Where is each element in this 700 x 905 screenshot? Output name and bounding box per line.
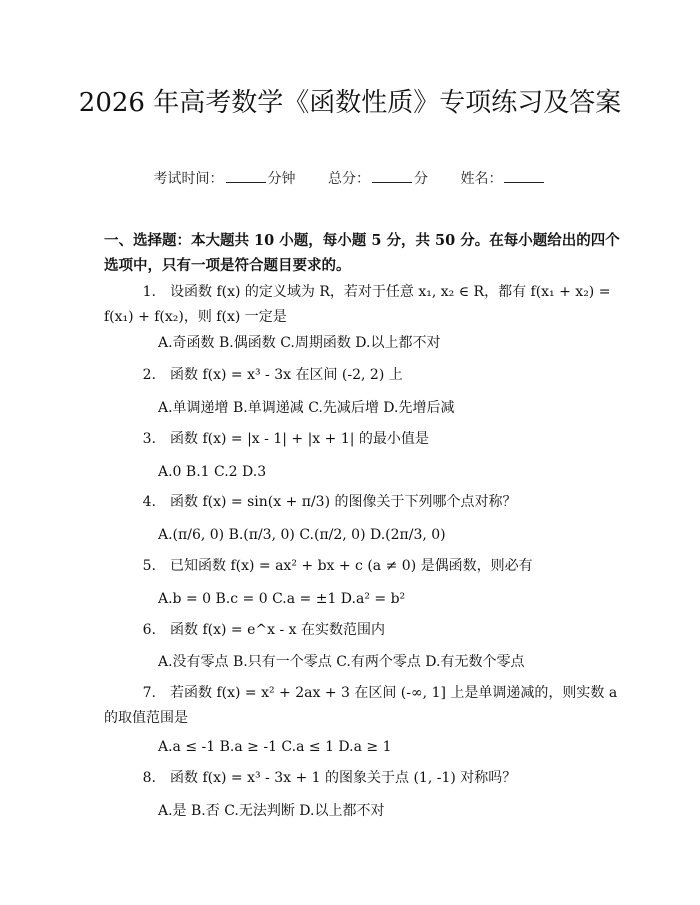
student-name (460, 168, 546, 188)
question-4-options: A.(π/6, 0) B.(π/3, 0) C.(π/2, 0) D.(2π/3, 0) (158, 527, 446, 543)
question-stem: 函数 f(x) = e^x - x 在实数范围内 (170, 622, 385, 638)
question-6 (104, 618, 624, 643)
exam-time-unit: 分钟 (267, 171, 296, 187)
question-2-options: A.单调递增 B.单调递减 C.先减后增 D.先增后减 (158, 400, 455, 416)
question-stem: 若函数 f(x) = x² + 2ax + 3 在区间 (-∞, 1] 上是单调递减的，则实数 a 的取值范围是 (104, 685, 618, 726)
question-number: 3. (142, 431, 156, 447)
section-heading: 一、选择题：本大题共 10 小题，每小题 5 分，共 50 分。在每小题给出的四个选项中，只有一项是符合题目要求的。 (104, 232, 620, 274)
total-score-label: 总分： (328, 171, 370, 187)
total-score-unit: 分 (414, 171, 428, 187)
question-stem: 函数 f(x) = x³ - 3x + 1 的图象关于点 (1, -1) 对称吗？ (170, 770, 517, 786)
question-8 (104, 766, 624, 791)
question-number: 4. (142, 494, 156, 510)
question-number: 1. (142, 284, 156, 300)
question-1-options: A.奇函数 B.偶函数 C.周期函数 D.以上都不对 (158, 335, 441, 351)
question-6-options: A.没有零点 B.只有一个零点 C.有两个零点 D.有无数个零点 (158, 654, 525, 670)
total-score (328, 168, 428, 188)
question-2 (104, 363, 624, 388)
question-stem: 函数 f(x) = sin(x + π/3) 的图像关于下列哪个点对称？ (170, 494, 517, 510)
question-7-options: A.a ≤ -1 B.a ≥ -1 C.a ≤ 1 D.a ≥ 1 (158, 739, 392, 755)
question-3 (104, 427, 624, 452)
question-number: 2. (142, 367, 156, 383)
question-stem: 函数 f(x) = x³ - 3x 在区间 (-2, 2) 上 (170, 367, 403, 383)
exam-time-label: 考试时间： (153, 171, 224, 187)
student-name-blank (504, 170, 544, 183)
exam-time (154, 168, 296, 188)
question-number: 8. (142, 770, 156, 786)
question-stem: 设函数 f(x) 的定义域为 R，若对于任意 x₁, x₂ ∈ R，都有 f(x₁ + x₂) = f(x₁) + f(x₂)，则 f(x) 一定是 (104, 284, 611, 325)
question-3-options: A.0 B.1 C.2 D.3 (158, 464, 267, 480)
question-number: 6. (142, 622, 156, 638)
question-5-options: A.b = 0 B.c = 0 C.a = ±1 D.a² = b² (158, 591, 406, 607)
question-7 (104, 681, 624, 731)
document-title: 2026 年高考数学《函数性质》专项练习及答案 (78, 88, 622, 118)
exam-meta (0, 168, 700, 188)
student-name-label: 姓名： (460, 171, 503, 187)
question-1 (104, 280, 624, 330)
question-number: 5. (142, 558, 156, 574)
question-number: 7. (142, 685, 156, 701)
question-8-options: A.是 B.否 C.无法判断 D.以上都不对 (158, 803, 385, 819)
exam-time-blank (226, 170, 266, 183)
question-stem: 函数 f(x) = |x - 1| + |x + 1| 的最小值是 (170, 431, 429, 447)
total-score-blank (372, 170, 412, 183)
question-4 (104, 490, 624, 515)
question-5 (104, 554, 624, 579)
question-stem: 已知函数 f(x) = ax² + bx + c (a ≠ 0) 是偶函数，则必有 (170, 558, 533, 574)
